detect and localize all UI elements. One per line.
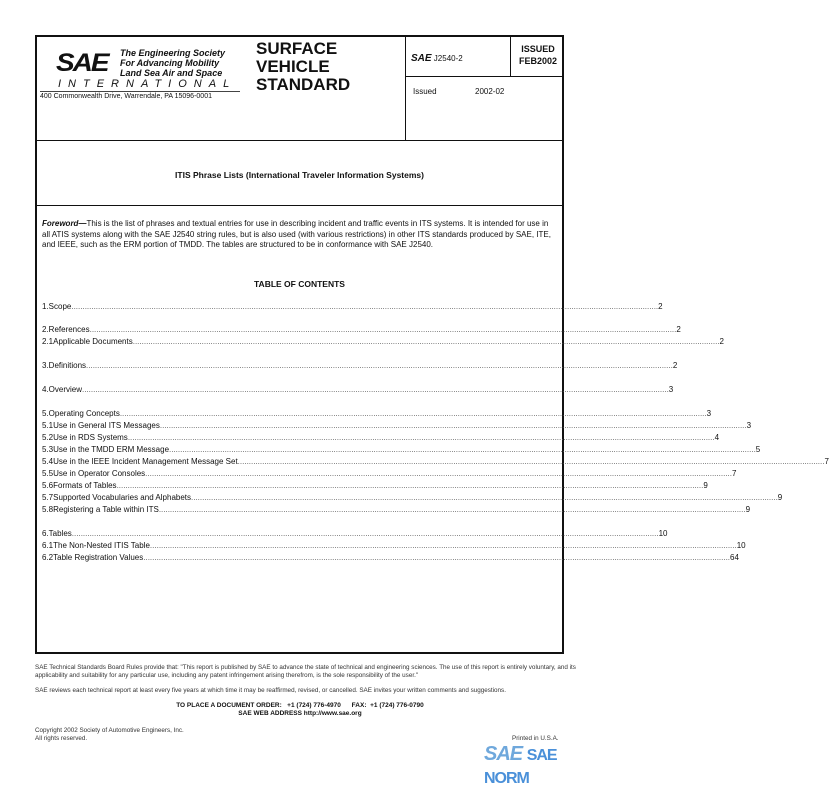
issued-row-date: 2002-02 (475, 87, 505, 96)
divider (35, 205, 564, 206)
toc-number: 5.7 (42, 493, 54, 502)
issued-box (514, 43, 562, 67)
toc-leader (71, 302, 658, 312)
toc-number: 5.4 (42, 457, 54, 466)
toc-page: 9 (745, 505, 751, 514)
toc-title: Definitions (48, 361, 87, 370)
tagline-line: Land Sea Air and Space (120, 68, 223, 78)
doc-type-line: SURFACE (256, 39, 338, 58)
toc-leader (82, 385, 669, 395)
document-type (256, 40, 350, 94)
toc-leader (191, 493, 778, 503)
toc-entry[interactable] (42, 445, 761, 455)
toc-number: 5.5 (42, 469, 54, 478)
toc-title: Overview (48, 385, 83, 394)
toc-entry[interactable] (42, 385, 674, 395)
issued-date: FEB2002 (518, 56, 558, 66)
watermark-logo: SAE (484, 743, 523, 765)
toc-entry[interactable] (42, 481, 708, 491)
toc-title: Use in the IEEE Incident Management Message Set (53, 457, 238, 466)
toc-title: Use in General ITS Messages (53, 421, 160, 430)
toc-leader (169, 445, 756, 455)
toc-leader (117, 481, 704, 491)
toc-leader (150, 541, 737, 551)
toc-entry[interactable] (42, 409, 712, 419)
doc-type-line: VEHICLE (256, 57, 330, 76)
toc-number: 5. (42, 409, 49, 418)
toc-page: 9 (703, 481, 708, 490)
toc-title: Operating Concepts (48, 409, 120, 418)
tagline-line: The Engineering Society (120, 48, 226, 58)
doc-number (411, 53, 463, 64)
toc-entry[interactable] (42, 469, 737, 479)
toc-page: 3 (668, 385, 674, 394)
toc-leader (160, 421, 747, 431)
watermark-text: SAE NORM (484, 747, 557, 787)
toc-number: 5.8 (42, 505, 54, 514)
toc-leader (120, 409, 707, 419)
toc-page: 7 (824, 457, 829, 466)
toc-entry[interactable] (42, 541, 746, 551)
toc-page: 10 (658, 529, 668, 538)
toc-number: 3. (42, 361, 49, 370)
toc-page: 3 (706, 409, 712, 418)
toc-number: 6.2 (42, 553, 54, 562)
toc-entry[interactable] (42, 457, 829, 467)
foreword-text: This is the list of phrases and textual entries for use in describing incident and traffic events in ITS systems. It is intended for use in all ATIS systems along with the SAE J2540 string rules, but is also used (with various restrictions) in other ITS standards produced by SAE, ITE, and IEEE, such as the ERM portion of TMDD. The tables are structured to be in conformance with SAE J2540. (42, 219, 551, 249)
review-note: SAE reviews each technical report at least every five years at which time it may be reaffirmed, revised, or cancelled. SAE invites your written comments and suggestions. (35, 687, 506, 694)
divider (405, 76, 564, 77)
divider (510, 35, 511, 76)
toc-title: Scope (48, 302, 72, 311)
toc-title: The Non-Nested ITIS Table (53, 541, 150, 550)
toc-leader (86, 361, 673, 371)
toc-page: 3 (746, 421, 752, 430)
toc-title: Supported Vocabularies and Alphabets (53, 493, 192, 502)
toc-entry[interactable] (42, 421, 752, 431)
toc-number: 4. (42, 385, 49, 394)
divider (35, 140, 564, 141)
toc-page: 2 (658, 302, 663, 311)
toc-leader (128, 433, 715, 443)
issued-row-label: Issued (413, 87, 437, 96)
order-info: TO PLACE A DOCUMENT ORDER: +1 (724) 776-4970 FAX: +1 (724) 776-0790 (176, 702, 424, 709)
web-address[interactable]: SAE WEB ADDRESS http://www.sae.org (238, 710, 362, 717)
toc-page: 10 (736, 541, 746, 550)
toc-leader (143, 553, 730, 563)
board-rules: SAE Technical Standards Board Rules provide that: "This report is published by SAE to advance the state of technical and engineering sciences. The use of this report is entirely voluntary, and its applicability and suitability for any particular use, including any patent infringement arising therefrom, is the sole responsibility of the user." (35, 664, 576, 679)
toc-page: 5 (755, 445, 761, 454)
printed-in: Printed in U.S.A. (512, 735, 559, 742)
toc-leader (145, 469, 732, 479)
tagline-line: For Advancing Mobility (120, 58, 220, 68)
sae-small-logo: SAE (411, 53, 432, 64)
issued-label: ISSUED (521, 44, 555, 54)
toc-number: 2. (42, 325, 49, 334)
address: 400 Commonwealth Drive, Warrendale, PA 15096-0001 (40, 93, 212, 100)
doc-type-line: STANDARD (256, 75, 351, 94)
toc-number: 1. (42, 302, 49, 311)
toc-page: 9 (777, 493, 783, 502)
toc-title: Use in RDS Systems (53, 433, 128, 442)
toc-title: Applicable Documents (53, 337, 133, 346)
toc-number: 5.1 (42, 421, 54, 430)
toc-entry[interactable] (42, 553, 739, 563)
toc-entry[interactable] (42, 325, 681, 335)
toc-title: References (48, 325, 90, 334)
toc-page: 7 (731, 469, 737, 478)
toc-number: 6. (42, 529, 49, 538)
toc-entry[interactable] (42, 433, 720, 443)
toc-number: 5.6 (42, 481, 54, 490)
document-title: ITIS Phrase Lists (International Traveler Information Systems) (175, 170, 424, 180)
toc-heading: TABLE OF CONTENTS (254, 279, 345, 289)
sae-norm-watermark (484, 743, 600, 789)
toc-title: Use in Operator Consoles (53, 469, 146, 478)
foreword-label: Foreword— (42, 219, 87, 228)
toc-page: 64 (730, 553, 739, 562)
sae-logo: SAE (56, 48, 108, 77)
toc-entry[interactable] (42, 302, 663, 312)
toc-entry[interactable] (42, 493, 783, 503)
toc-title: Registering a Table within ITS (53, 505, 159, 514)
toc-number: 5.2 (42, 433, 54, 442)
toc-entry[interactable] (42, 337, 724, 347)
international-label: INTERNATIONAL (58, 78, 237, 90)
tagline (120, 48, 225, 78)
toc-title: Tables (48, 529, 72, 538)
toc-page: 2 (676, 325, 681, 334)
toc-page: 2 (672, 361, 678, 370)
toc-leader (238, 457, 825, 467)
divider (405, 35, 406, 140)
toc-entry[interactable] (42, 361, 678, 371)
toc-number: 5.3 (42, 445, 54, 454)
toc-leader (72, 529, 659, 539)
doc-number-text: J2540-2 (433, 54, 463, 63)
foreword (42, 219, 554, 251)
toc-entry[interactable] (42, 505, 751, 515)
toc-number: 2.1 (42, 337, 54, 346)
toc-leader (133, 337, 720, 347)
rights: All rights reserved. (35, 735, 88, 742)
toc-title: Table Registration Values (53, 553, 144, 562)
toc-leader (159, 505, 746, 515)
toc-title: Formats of Tables (53, 481, 117, 490)
toc-number: 6.1 (42, 541, 54, 550)
toc-leader (90, 325, 677, 335)
copyright: Copyright 2002 Society of Automotive Engineers, Inc. (35, 727, 184, 734)
toc-entry[interactable] (42, 529, 668, 539)
toc-title: Use in the TMDD ERM Message (53, 445, 170, 454)
toc-page: 2 (719, 337, 724, 346)
toc-page: 4 (714, 433, 720, 442)
